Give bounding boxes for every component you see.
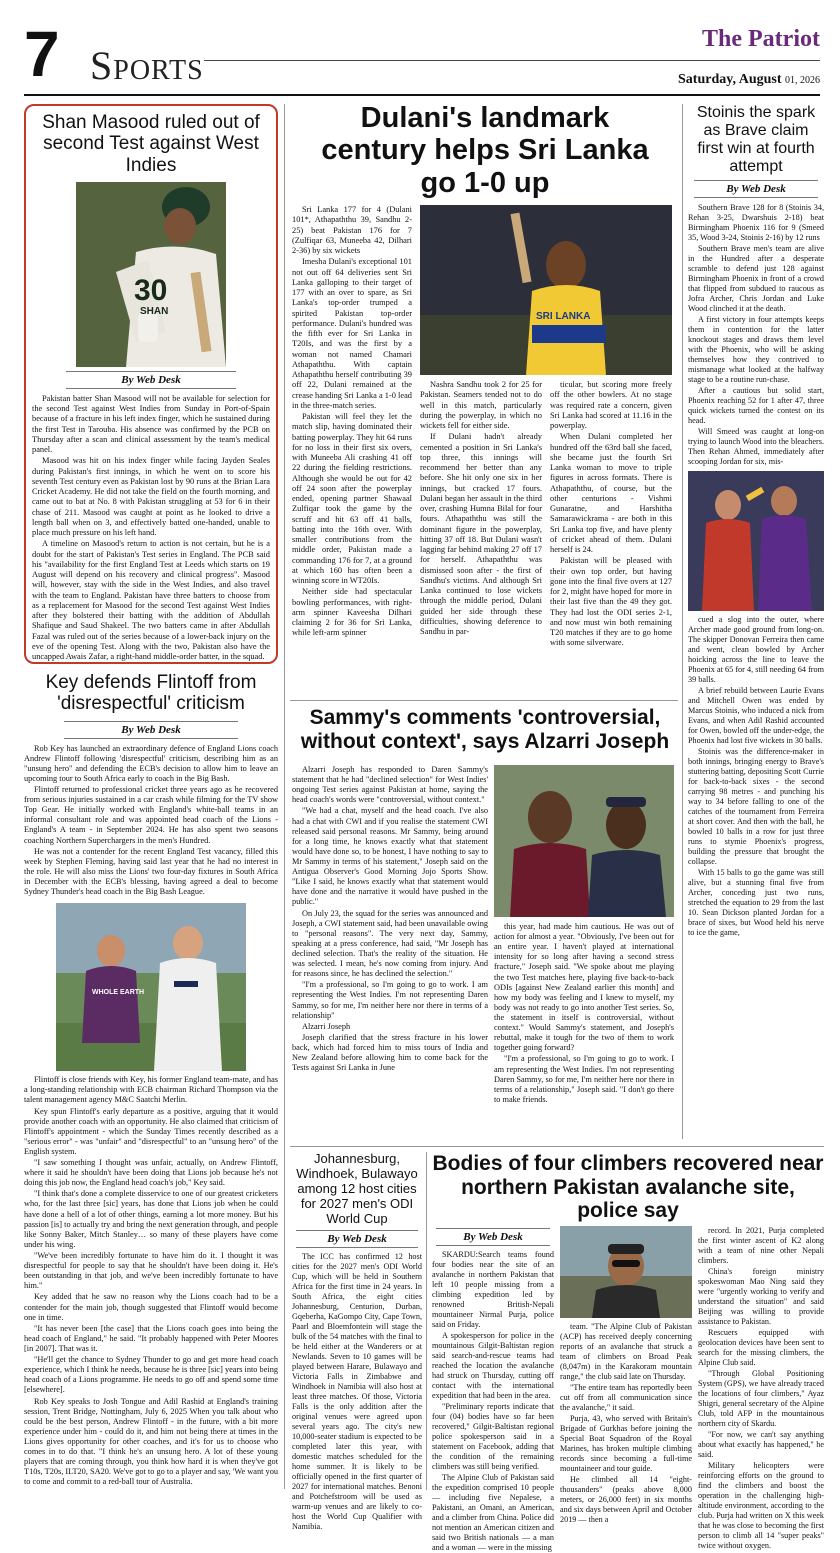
sammy-para: this year, had made him cautious. He was out of action for almost a year. "Obviously, I've been out for an entire year. I haven't played at international intensity for so long after having a second stress fracture," Joseph said. "We spoke about me playing the two Test matches here, playing five back-to-back ODIs [against New Zealand earlier this month] and how my body was feeling and I knew to myself, my body was not ready to go into another Test series. So, the statement in itself is controversial, without context." Would Sammy's statement, and Joseph's rebuttal, make it tough for the two of them to work together going forward? bbox=[494, 922, 674, 1053]
climbers-byline: By Web Desk bbox=[436, 1228, 550, 1246]
paper-name: The Patriot bbox=[702, 26, 820, 52]
stoinis-para: cued a slog into the outer, where Archer made good ground from long-on. The skipper Donovan Ferreira then came and went, clean bowled by Archer hoicking across the line to leave the Phoenix at 65 for 4, still needing 64 from 39 balls. bbox=[688, 614, 824, 684]
dulani-col-1 bbox=[292, 205, 412, 690]
page-number: 7 bbox=[24, 18, 60, 90]
sammy-col-2 bbox=[494, 922, 674, 1140]
climbers-para: "For now, we can't say anything about what exactly has happened," he said. bbox=[698, 1430, 824, 1459]
key-body-bottom bbox=[24, 1075, 278, 1487]
sammy-photo bbox=[494, 765, 674, 917]
sammy-para: Alzarri Joseph bbox=[302, 1021, 351, 1031]
sammy-col-1 bbox=[292, 765, 488, 1140]
jersey-name: SHAN bbox=[140, 305, 169, 317]
stoinis-para: Southern Brave men's team are alive in the Hundred after a desperate scramble to defend just 128 against Birmingham Phoenix in front of a crowd that flipped from subdued to raucous as Jofra Archer, Chris Jordan and Luke Wood clinched it at the death. bbox=[688, 243, 824, 313]
dulani-para: Nashra Sandhu took 2 for 25 for Pakistan. Seamers tended not to do well in this match, particularly during the powerplay, in which no wickets fell for either side. bbox=[420, 380, 542, 430]
key-story bbox=[24, 670, 278, 1490]
sammy-story bbox=[292, 706, 678, 756]
climbers-col-2 bbox=[560, 1322, 692, 1524]
dulani-para: Pakistan will be pleased with their own top order, but having gone into the final five overs at 127 for 2, might have hoped for more in their last five than the 49 they got. They had lost the ODI series 2-1, and now must win both remaining T20 matches if they are to go home with some silverware. bbox=[550, 556, 672, 648]
climbers-headline: Bodies of four climbers recovered near northern Pakistan avalanche site, police say bbox=[432, 1152, 824, 1223]
issue-date bbox=[678, 72, 820, 88]
masood-body bbox=[26, 394, 276, 663]
stoinis-body-top bbox=[688, 203, 824, 467]
key-para: Flintoff is close friends with Key, his former England team-mate, and has a long-standing relationship with ECB chairman Richard Thompson via the talent management agency M&C Saatchi Merlin. bbox=[24, 1075, 278, 1105]
climbers-para: The Alpine Club of Pakistan said the expedition comprised 10 people — including five Nepalese, a Pakistani, an Omani, an American, and a climber from China. Police did not mention an American citizen and said two British nationals — a man and a woman — were in the missing bbox=[432, 1473, 554, 1552]
climber-photo-icon bbox=[560, 1226, 692, 1318]
section-title: Sports bbox=[90, 43, 204, 88]
key-para: He was not a contender for the recent England Test vacancy, filled this week by Stephen Fleming, having said last year that he had no interest in the role. He will also miss the Lions' two four-day fixtures in South Africa in December with the ECB's blessing, having agreed a deal to become Sydney Thunder's head coach in the Big Bash League. bbox=[24, 846, 278, 897]
odi-byline: By Web Desk bbox=[296, 1230, 418, 1248]
climbers-col-3 bbox=[698, 1226, 824, 1550]
stoinis-para: With 15 balls to go the game was still alive, but a stunning final five from Archer, conceding just two runs, stretched the equation to 29 from the last 10. Sean Dickson planted Jordan for a brace of sixes, but Wood held his nerve to ice the game, bbox=[688, 867, 824, 937]
key-para: "We've been incredibly fortunate to have him do it. I thought it was disrespectful for people to say that he shouldn't have been doing it. He's been outstanding in that job, and we've been incredibly fortunate to have him." bbox=[24, 1251, 278, 1291]
dulani-col-3 bbox=[550, 380, 672, 690]
column-rule bbox=[682, 104, 683, 1139]
odi-para: The ICC has confirmed 12 host cities for the 2027 men's ODI World Cup, which will be held in Southern Africa for the first time in 24 years. In South Africa, the eight cities Johannesburg, Centurion, Durban, Gqeberha, KaGompo City, Cape Town, Paarl and Bloemfontein will stage the bulk of the 54 matches with the final to be held either at the Wanderers or at Newlands. Seven to 10 games will be played between Harare, Bulawayo and Victoria Falls in Zimbabwe and Windhoek in Namibia will also host at least three matches. Of those, Victoria Falls is the only addition after the original venues were agreed upon several years ago. The city's new 10,000-seater stadium is expected to be completed later this year, with domestic matches scheduled for the home summer. It is likely to be officially opened in the first quarter of 2027 for international matches. Benoni and Potchefstroom will be used as warm-up venues and are likely to co-host the World Cup Qualifier with Namibia. bbox=[292, 1251, 422, 1531]
climbers-para: record. In 2021, Purja completed the first winter ascent of K2 along with a team of nine other Nepali climbers. bbox=[698, 1226, 824, 1265]
batter-photo-icon bbox=[420, 205, 672, 375]
column-rule bbox=[426, 1152, 427, 1490]
date-rest: 01, 2026 bbox=[785, 75, 820, 86]
section-rule bbox=[290, 1146, 824, 1147]
celebration-photo-icon bbox=[688, 471, 824, 611]
dulani-para: If Dulani hadn't already cemented a position in Sri Lanka's top three, this innings will recommend her better than any before. She hit only one six in her innings, but cracked 17 fours. Dulani began her assault in the third over, crashing Humna Bilal for four fours. Athapaththu was still the dominant figure in the powerplay, hitting 37 off 18. But Dulani wasn't lagging far behind making 27 off 17 for herself. Athapaththu was dismissed soon after - the first of Sandhu's victims. And although Sri Lanka continued to lose wickets through the middle period, Dulani guided her side through these difficulties, showing deference to Sandhu in par- bbox=[420, 432, 542, 636]
key-para: "I think that's done a complete disservice to one of our greatest cricketers who, for the last three [sic] years, has done that Lions job when he could have done a hell of a lot of other things, earning a lot more money. But his passion [is] to actually try and bring the next generation through, and people like Sonny Baker, Mitch Stanley… so many of these players have come under his wing. bbox=[24, 1189, 278, 1249]
stoinis-byline: By Web Desk bbox=[694, 180, 818, 198]
sammy-para: "We had a chat, myself and the head coach. I've also had a chat with CWI and if you realise the statement CWI released said personal reasons. Mr Sammy, being around for a long time, he knows exactly what that statement would have done so, to be honest, I have nothing to say to Mr Sammy in terms of his statement," Joseph said on the Antigua Observer's Good Morning Jojo Sports Show. "Like I said, he knows exactly what that statement would have done and the narrative it would have pushed in the public." bbox=[292, 806, 488, 907]
climbers-col-1-text bbox=[432, 1250, 554, 1553]
stoinis-headline: Stoinis the spark as Brave claim first win at fourth attempt bbox=[696, 104, 816, 175]
climbers-para: Rescuers equipped with geolocation devices have been sent to search for the missing climbers, the Alpine Club said. bbox=[698, 1328, 824, 1367]
climbers-para: SKARDU:Search teams found four bodies near the site of an avalanche in northern Pakistan that left 10 people missing from a climbing expedition led by renowned British-Nepali mountaineer Nirmal Purja, police said on Friday. bbox=[432, 1250, 554, 1329]
players-photo-icon bbox=[494, 765, 674, 917]
column-rule bbox=[284, 104, 285, 1489]
climbers-col-1 bbox=[432, 1226, 554, 1552]
odi-headline: Johannesburg, Windhoek, Bulawayo among 12 host cities for 2027 men's ODI World Cup bbox=[296, 1151, 418, 1226]
dulani-col-2 bbox=[420, 380, 542, 690]
masthead-rule-top bbox=[204, 60, 820, 61]
stoinis-para: Southern Brave 128 for 8 (Stoinis 34, Rehan 3-25, Dwarshuis 2-18) beat Birmingham Phoenix 116 for 9 (Smeed 35, Wood 3-24, Stoinis 2-16) by 12 runs bbox=[688, 202, 824, 242]
sammy-para: "I'm a professional, so I'm going to go to work. I am representing the West Indies. I'm not representing Daren Sammy, so for me, I'm neither here nor there in terms of a relationship," Joseph said. "I don't go there to make friends. bbox=[494, 1054, 674, 1104]
masood-headline: Shan Masood ruled out of second Test against West Indies bbox=[42, 112, 260, 176]
masood-byline: By Web Desk bbox=[66, 371, 236, 389]
climbers-para: Purja, 43, who served with Britain's Brigade of Gurkhas before joining the Special Boat Squadron of the Royal Marines, has broken multiple climbing records since becoming a full-time mountaineer and tour guide. bbox=[560, 1414, 692, 1473]
masood-para: Masood was hit on his index finger while facing Jayden Seales during Pakistan's first innings, in which he went on to score his seventh Test century even as Pakistan lost by 90 runs at the Brian Lara Cricket Academy. He did not take the field on the fourth morning, and came out to bat at No. 8 with Pakistan struggling at 53 for 6 in their chase of 211. Masood was caught at point as he looked to drive a length ball when on 3, and effectively batted one-handed, unable to place much pressure on his left hand. bbox=[32, 456, 270, 538]
stoinis-para: After a cautious but solid start, Phoenix reaching 52 for 1 after 47, three quick wickets turned the contest on its head. bbox=[688, 385, 824, 425]
climbers-para: "Preliminary reports indicate that four (04) bodies have so far been recovered," Gilgit-Baltistan regional police spokesperson said in a statement on Facebook, adding that the condition of the remaining climbers was still being verified. bbox=[432, 1402, 554, 1471]
odi-story bbox=[292, 1151, 422, 1531]
jersey-number: 30 bbox=[134, 273, 168, 307]
key-para: "I saw something I thought was unfair, actually, on Andrew Flintoff, where it said he shouldn't have been doing that Lions job because he's not doing this job now, the England head coach's job," Key said. bbox=[24, 1158, 278, 1188]
key-para: Rob Key speaks to Josh Tongue and Adil Rashid at England's training session, Trent Bridge, Nottingham, July 6, 2025 When you talk about who could be the best person, Andrew Flintoff - in the future, with a bit more experience under him - could do it, and him not being there at times in the Lions gives opportunity for other coaches, and it's for us to choose who comes in to do that. "I think he's an unsung hero. A lot of these young players that are coming through, you think how hard it is when they've got T10s, T20s, ILT20, SA20. We've got to go to a player and say, 'We want you to come and commit to a red-ball tour of Australia. bbox=[24, 1396, 278, 1487]
sammy-para: On July 23, the squad for the series was announced and Joseph, a CWI statement said, had been unavailable owing to "personal reasons". The very next day, Sammy, speaking at a press conference, had said, "Mr Joseph has declined selection. That's the reality of the situation. He was selected. I mean, he's now coming from injury. And for reasons since, he has declined the selection." bbox=[292, 908, 488, 979]
key-para: Rob Key has launched an extraordinary defence of England Lions coach Andrew Flintoff following 'disrespectful' criticism, describing him as an "unsung hero" and defending the ECB's decision to allow him to leave an upcoming tour to South Africa early to coach in the Big Bash. bbox=[24, 743, 278, 783]
sammy-para: Alzarri Joseph has responded to Daren Sammy's statement that he had "declined selection" for West Indies' ongoing Test series against Pakistan at home, saying the head coach's words were "controversial, without context." bbox=[292, 765, 488, 805]
key-para: Flintoff returned to professional cricket three years ago as he recovered from serious injuries sustained in a car crash while filming for the TV show Top Gear. He initially worked with England's white-ball teams in an informal consultant role and was appointed head coach of the Lions - England's A team - in September 2024. He has also spent two seasons coaching Northern Superchargers in the men's Hundred. bbox=[24, 784, 278, 845]
dulani-headline: Dulani's landmark century helps Sri Lanka go 1-0 up bbox=[321, 102, 649, 199]
climbers-para: team. "The Alpine Club of Pakistan (ACP) has received deeply concerning reports of an avalanche that struck a team of climbers on Broad Peak (8,047m) in the Karakoram mountain range," the club said late on Thursday. bbox=[560, 1322, 692, 1381]
climbers-para: China's foreign ministry spokeswoman Mao Ning said they were "urgently working to verify and understand the situation" and said Beijing was willing to provide assistance to Pakistan. bbox=[698, 1267, 824, 1326]
key-para: "He'll get the chance to Sydney Thunder to go and get more head coach experience, which I think he needs, because he is three [sic] years into being head coach of a Lions programme. He needs to go off and spend some time [elsewhere]. bbox=[24, 1355, 278, 1395]
masood-photo bbox=[76, 182, 226, 367]
climbers-para: He climbed all 14 "eight-thousanders" (peaks above 8,000 meters, or 26,000 feet) in six months and six days between April and October 2019 — then a bbox=[560, 1475, 692, 1524]
key-headline: Key defends Flintoff from 'disrespectful' criticism bbox=[45, 672, 257, 715]
key-byline: By Web Desk bbox=[64, 721, 238, 739]
shirt-sponsor: WHOLE EARTH bbox=[92, 989, 145, 997]
sammy-para: Joseph clarified that the stress fracture in his lower back, which had forced him to miss tours of India and New Zealand before allowing him to come back for the Tests against Sri Lanka in June bbox=[292, 1032, 488, 1073]
training-photo-icon bbox=[56, 903, 246, 1071]
dulani-para: Sri Lanka 177 for 4 (Dulani 101*, Athapaththu 39, Sandhu 2-25) beat Pakistan 176 for 7 (Zulfiqar 63, Muneeba 42, Dilhari 2-36) by six wickets bbox=[292, 205, 412, 255]
climbers-story bbox=[432, 1152, 824, 1224]
sammy-para: "I'm a professional, so I'm going to go to work. I am representing the West Indies. I'm not representing Daren Sammy, so for me, I'm neither here nor there in terms of a relationship" bbox=[292, 980, 488, 1020]
dulani-para: Neither side had spectacular bowling performances, with right-arm spinner Kaveesha Dilhari claiming 2 for 36 for Sri Lanka, while left-arm spinner bbox=[292, 587, 412, 638]
stoinis-photo bbox=[688, 471, 824, 611]
key-para: Key added that he saw no reason why the Lions coach had to be a contender for the main job, though suggested that Flintoff would become one in time. bbox=[24, 1292, 278, 1322]
climbers-para: A spokesperson for police in the mountainous Gilgit-Baltistan region said search-and-rescue teams had reached the location the avalanche had struck on Thursday, cutting off contact with the international expedition that had been in the area. bbox=[432, 1331, 554, 1400]
stoinis-para: A brief rebuild between Laurie Evans and Mitchell Owen was ended by Marcus Stoinis, who induced a nick from Evans, and when Adil Rashid accounted for Owen, bowled off the under-edge, the Phoenix had lost five wickets in 30 balls. bbox=[688, 685, 824, 745]
masthead bbox=[24, 18, 820, 98]
climbers-photo bbox=[560, 1226, 692, 1318]
masood-story bbox=[24, 104, 278, 664]
key-para: "It has never been [the case] that the Lions coach goes into being the head coach of England," he said. "It probably happened with Peter Moores [in 2007]. That was it. bbox=[24, 1323, 278, 1354]
stoinis-para: A first victory in four attempts keeps them in contention for the latter knockout stages and draws them level with the Phoenix, who will be asking themselves how they contrived to mismanage what looked at the halfway stage to be a routine run-chase. bbox=[688, 314, 824, 384]
masood-para: A timeline on Masood's return to action is not certain, but he is a doubt for the start of Pakistan's Test series in England. The PCB said his "availability for the first England Test at Leeds which starts on 19 August will depend on his recovery and clinical progress". Masood will, however, stay with the side in the West Indies, and also travel with the team to England. Pakistan have three batters to choose from as a replacement for Masood for the second Test against West Indies after they bolstered their batting with the addition of Abdullah Shafique and Saud Shakeel. The two batters came in after Abdullah Fazal was ruled out of the series because of a lower-back injury on the eve of the opening Test. Along with the two, Pakistan also have the uncapped Awais Zafar, a right-hand middle-order batter, in the squad. bbox=[32, 539, 270, 662]
section-rule bbox=[290, 700, 678, 701]
dulani-para: Pakistan will feel they let the match slip, having dominated their batting powerplay. They hit 64 runs for no loss in their first six overs, with Muneeba Ali crashing 41 off 22 during the fielding restrictions. Although she would be out for 42 off 24 soon after the powerplay ended, opening partner Shawaal Zulfiqar took the game by the scruff and hit 63 off 41 balls, batting into the 16th over. With smaller contributions from the middle order, Pakistan made a commanding 176 for 7, at a ground at which 160 has often been a winning score in WT20Is. bbox=[292, 412, 412, 585]
date-weekday: Saturday, August bbox=[678, 72, 782, 87]
climbers-para: "Through Global Positioning System (GPS), we have already traced the locations of four climbers," Ayaz Shigri, general secretary of the Alpine Club, told AFP in the mountainous northern city of Skardu. bbox=[698, 1369, 824, 1428]
climbers-para: Military helicopters were reinforcing efforts on the ground to find the climbers and boost the operation in the challenging high-altitude environment, according to the club. Purja had written on X this week that he was close to becoming the first person to climb all 14 "super peaks" twice without oxygen. bbox=[698, 1461, 824, 1550]
stoinis-story bbox=[688, 104, 824, 1144]
masood-para: Pakistan batter Shan Masood will not be available for selection for the second Test against West Indies from Sunday in Port-of-Spain because of a fracture in his left index finger, which he sustained during the first Test in Tarouba. His absence was confirmed by the PCB on Thursday after a scan and clinical assessment by the team's medical panel. bbox=[32, 393, 270, 455]
stoinis-para: Will Smeed was caught at long-on trying to launch Wood into the bleachers. Then Rehan Ahmed, immediately after scooping Jordan for six, mis- bbox=[688, 426, 824, 466]
stoinis-para: Stoinis was the difference-maker in both innings, bringing energy to Brave's stuttering batting, depositing Scott Currie for back-to-back sixes - the second carrying 98 metres - and punching his way to 34 before falling to one of the catches of the tournament from Ferreira at short cover. And then with the ball, he bowled 10 balls in a row for just three runs to stymie Phoenix's progress, building the pressure that brought the collapse. bbox=[688, 746, 824, 866]
sammy-headline: Sammy's comments 'controversial, without context', says Alzarri Joseph bbox=[300, 706, 670, 754]
key-body-top bbox=[24, 744, 278, 898]
dulani-para: Imesha Dulani's exceptional 101 not out off 64 deliveries sent Sri Lanka galloping to their target of 177 with an over to spare, as Sri Lanka's top-order trumped a spirited Pakistan top-order performance. Dulani's hundred was the fifth ever for Sri Lanka in T20Is, and was the first by a woman not named Chamari Athapaththu. With captain Athapaththu herself contributing 39 off 22, Dulani remained at the crease handing Sri Lanka a 1-0 lead in the three-match series. bbox=[292, 257, 412, 410]
dulani-para: When Dulani completed her hundred off the 63rd ball she faced, she became just the fourth Sri Lanka woman to move to triple figures in across formats. There is Athapaththu, of course, but the other centurions - Vishmi Gunaratne, and Harshitha Samarawickrama - are both in this Sri Lanka top five, and have plenty of cricket ahead of them. Dulani herself is 24. bbox=[550, 432, 672, 554]
dulani-photo bbox=[420, 205, 672, 375]
climbers-para: "The entire team has reportedly been cut off from all communication since the avalanche," it said. bbox=[560, 1383, 692, 1412]
stoinis-body-bottom bbox=[688, 615, 824, 938]
shirt-text: SRI LANKA bbox=[536, 311, 591, 322]
dulani-para: ticular, but scoring more freely off the other bowlers. At no stage was required rate a concern, given Sri Lanka had scored at 11.16 in the powerplay. bbox=[550, 380, 672, 430]
key-para: Key spun Flintoff's early departure as a positive, arguing that it would provide another coach with an opportunity. He also claimed that criticism of Flintoff's appointment - which the Sunday Times recently described as a "serious error" - was "unfair" and "disrespectful" to an "unsung hero" of the English system. bbox=[24, 1106, 278, 1156]
odi-body bbox=[292, 1252, 422, 1532]
key-photo bbox=[56, 903, 246, 1071]
masthead-rule bbox=[24, 94, 820, 96]
